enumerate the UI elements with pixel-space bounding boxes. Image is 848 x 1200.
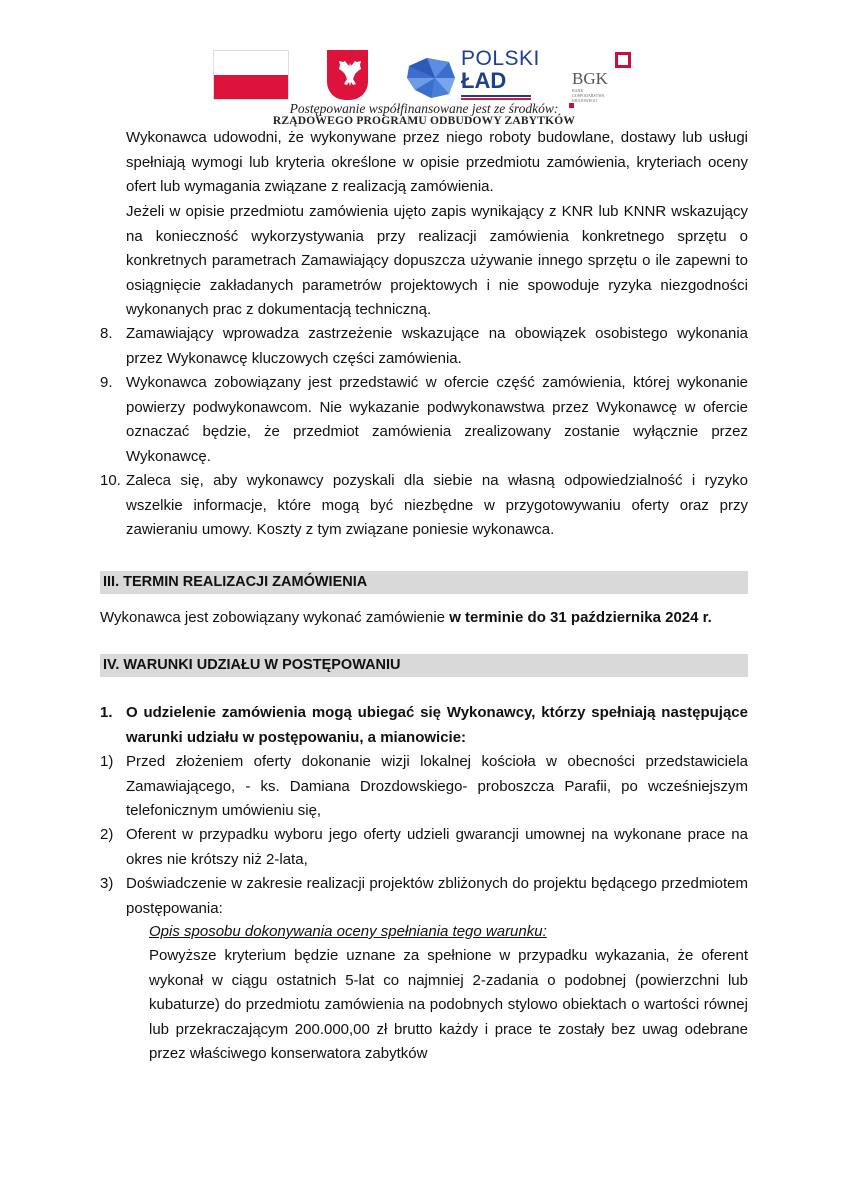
item-10: Zaleca się, aby wykonawcy pozyskali dla siebie na własną odpowiedzialność i ryzyko wszelkie informacje, które mogą być niezbędne w przygotowywaniu oferty oraz przy zawieraniu umowy. Koszty z tym związane poniesie wykonawca. xyxy=(126,472,748,538)
item-number: 10. xyxy=(100,472,121,489)
condition-experience: Doświadczenie w zakresie realizacji projektów zbliżonych do projektu będącego przedmiotem postępowania: xyxy=(126,875,748,917)
item-number: 8. xyxy=(100,325,113,342)
document-body xyxy=(100,0,748,1200)
condition-site-visit: Przed złożeniem oferty dokonanie wizji lokalnej kościoła w obecności przedstawiciela Zamawiającego, - ks. Damiana Drozdowskiego- proboszcza Parafii, po wcześniejszym telefonicznym umówieniu się, xyxy=(126,753,748,819)
point-number: 1. xyxy=(100,704,113,721)
cofinance-line: Postępowanie współfinansowane jest ze środków: xyxy=(289,101,559,116)
condition-number: 1) xyxy=(100,753,114,770)
assessment-heading: Opis sposobu dokonywania oceny spełniania tego warunku: xyxy=(149,923,547,940)
condition-number: 3) xyxy=(100,875,114,892)
item-9: Wykonawca zobowiązany jest przedstawić w ofercie część zamówienia, której wykonanie powierzy podwykonawcom. Nie wykazanie podwykonawstwa przez Wykonawcę w ofercie oznaczać będzie, że przedmiot zamówienia zrealizowany zostanie wyłącznie przez Wykonawcę. xyxy=(126,374,748,465)
item-number: 9. xyxy=(100,374,113,391)
condition-number: 2) xyxy=(100,826,114,843)
program-name: RZĄDOWEGO PROGRAMU ODBUDOWY ZABYTKÓW xyxy=(272,115,576,127)
deadline-date: w terminie do 31 października 2024 r. xyxy=(449,609,712,626)
item-8: Zamawiający wprowadza zastrzeżenie wskazujące na obowiązek osobistego wykonania przez Wykonawcę kluczowych części zamówienia. xyxy=(126,325,748,367)
section-heading-iv: IV. WARUNKI UDZIAŁU W POSTĘPOWANIU xyxy=(100,654,748,677)
section-heading-iii: III. TERMIN REALIZACJI ZAMÓWIENIA xyxy=(100,571,748,594)
bgk-logo: BGK BANK GOSPODARSTWA KRAJOWEGO xyxy=(568,52,648,108)
intro-paragraph-1: Wykonawca udowodni, że wykonywane przez niego roboty budowlane, dostawy lub usługi spełniają wymogi lub kryteria określone w opisie przedmiotu zamówienia, kryteriach oceny ofert lub wymagania związane z realizacją zamówienia. xyxy=(126,129,748,195)
polski-lad-logo: POLSKI ŁAD xyxy=(461,48,540,100)
completion-deadline: Wykonawca jest zobowiązany wykonać zamówienie w terminie do 31 października 2024 r. xyxy=(100,609,712,626)
condition-warranty: Oferent w przypadku wyboru jego oferty udzieli gwarancji umownej na wykonane prace na okres nie krótszy niż 2-lata, xyxy=(126,826,748,868)
participation-conditions-intro: O udzielenie zamówienia mogą ubiegać się Wykonawcy, którzy spełniają następujące warunki udziału w postępowaniu, a mianowicie: xyxy=(126,704,748,746)
intro-paragraph-2: Jeżeli w opisie przedmiotu zamówienia ujęto zapis wynikający z KNR lub KNNR wskazujący na konieczność wykorzystywania przy realizacji zamówienia konkretnego sprzętu o konkretnych parametrach Zamawiający dopuszcza używanie innego sprzętu o ile zapewni to osiągnięcie zakładanych parametrów projektowych i nie spowoduje ryzyka niezgodności wykonanych prac z dokumentacją techniczną. xyxy=(126,203,748,318)
assessment-text: Powyższe kryterium będzie uznane za spełnione w przypadku wykazania, że oferent wykonał w ciągu ostatnich 5-lat co najmniej 2-zadania o podobnej (powierzchni lub kubaturze) do przedmiotu zamówienia na podobnych stylowo obiektach o wartości równej lub przekraczającym 200.000,00 zł brutto każdy i prace te zostały bez uwag odebrane przez właściwego konserwatora zabytków xyxy=(149,947,748,1062)
